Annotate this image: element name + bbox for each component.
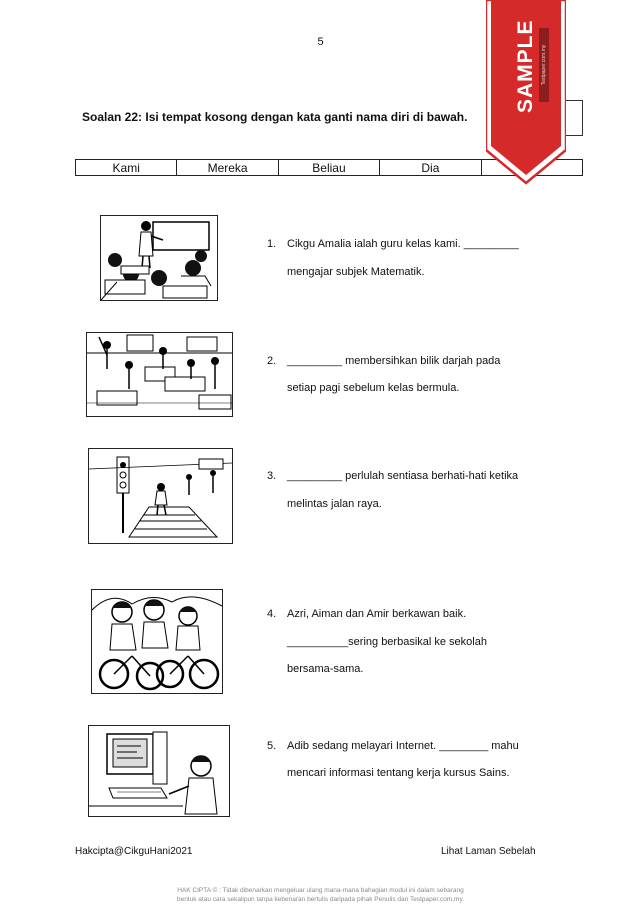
item-number: 3. (267, 470, 277, 482)
computer-user-illustration (88, 725, 230, 817)
word-bank-cell: Beliau (278, 160, 379, 176)
item-text-line: Adib sedang melayari Internet. ________ mahu (287, 740, 519, 752)
word-bank-cell: Dia (380, 160, 481, 176)
road-crossing-illustration (88, 448, 233, 544)
item-text-line: _________ membersihkan bilik darjah pada (287, 355, 501, 367)
question-item-4 (267, 607, 567, 677)
sample-label: SAMPLE (514, 19, 537, 113)
question-item-2 (267, 354, 567, 404)
item-number: 1. (267, 238, 277, 250)
teacher-classroom-illustration (100, 215, 218, 301)
question-item-3 (267, 469, 567, 519)
item-number: 5. (267, 740, 277, 752)
cleaning-classroom-illustration (86, 332, 233, 417)
question-title: Soalan 22: Isi tempat kosong dengan kata ganti nama diri di bawah. (82, 110, 468, 124)
item-text-line: setiap pagi sebelum kelas bermula. (287, 382, 460, 394)
item-text-line: mencari informasi tentang kerja kursus Sains. (287, 767, 510, 779)
footer-next-page: Lihat Laman Sebelah (441, 846, 536, 857)
sample-sublabel: Testpaper.com.my (539, 28, 549, 102)
item-text-line: __________sering berbasikal ke sekolah (287, 636, 487, 648)
item-number: 2. (267, 355, 277, 367)
cycling-friends-illustration (91, 589, 223, 694)
item-number: 4. (267, 608, 277, 620)
item-text-line: mengajar subjek Matematik. (287, 266, 425, 278)
footer-copyright-author: Hakcipta@CikguHani2021 (75, 846, 193, 857)
title-box-frame (566, 100, 583, 136)
word-bank-cell: Kami (76, 160, 177, 176)
item-text-line: Cikgu Amalia ialah guru kelas kami. _________ (287, 238, 519, 250)
item-text-line: _________ perlulah sentiasa berhati-hati ketika (287, 470, 519, 482)
item-text-line: Azri, Aiman dan Amir berkawan baik. (287, 608, 467, 620)
copyright-line: bentuk atau cara sekalipun tanpa kebenaran bertulis daripada pihak Penulis dan Testpaper.com.my. (176, 896, 465, 903)
item-text-line: bersama-sama. (287, 663, 364, 675)
question-item-1 (267, 237, 567, 287)
word-bank-cell: Mereka (177, 160, 278, 176)
question-item-5 (267, 739, 587, 789)
copyright-line: HAK CIPTA © : Tidak dibenarkan mengeluar ulang mana-mana bahagian modul ini dalam sebarang (177, 887, 464, 894)
page-number: 5 (317, 36, 324, 48)
copyright-notice (0, 886, 641, 904)
item-text-line: melintas jalan raya. (287, 498, 382, 510)
